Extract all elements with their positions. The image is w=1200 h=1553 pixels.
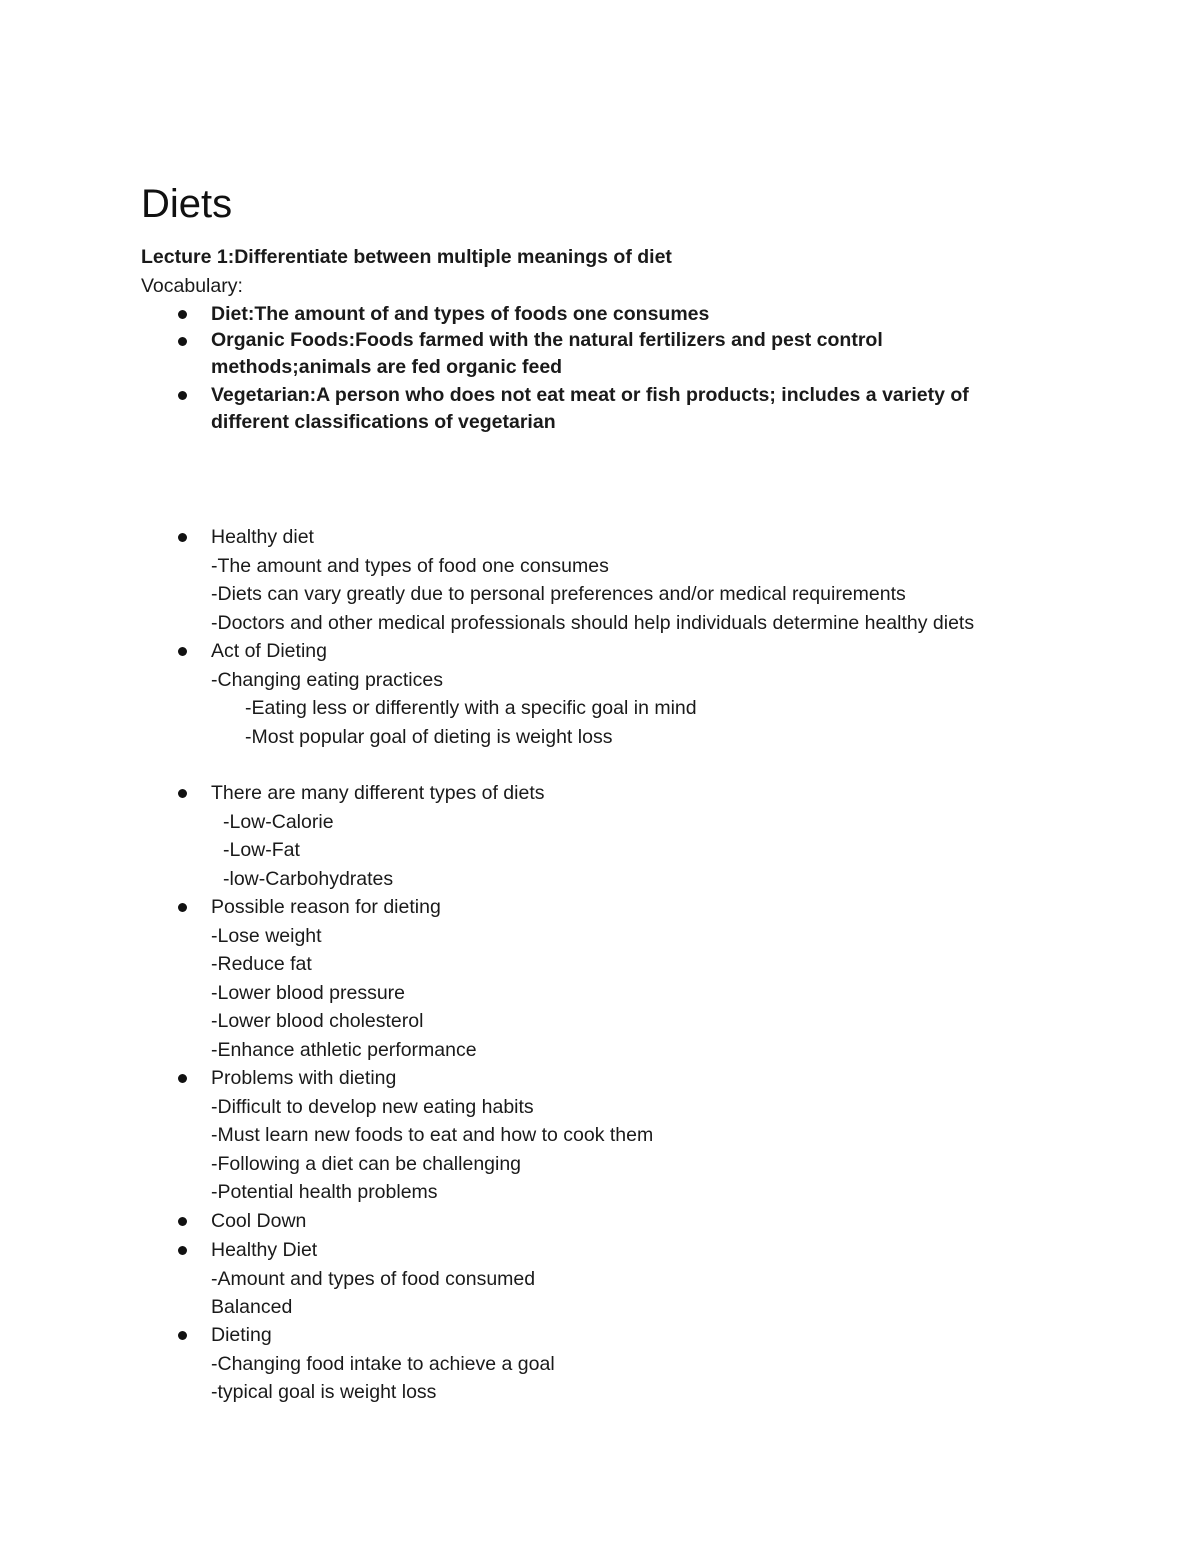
note-line: -Following a diet can be challenging xyxy=(211,1152,522,1175)
note-line: -Low-Calorie xyxy=(223,810,334,833)
vocab-line: Organic Foods:Foods farmed with the natural fertilizers and pest control xyxy=(211,329,883,351)
note-line: Balanced xyxy=(211,1296,293,1318)
note-line: -Potential health problems xyxy=(211,1181,438,1203)
bullet-icon xyxy=(178,1246,187,1255)
note-line: -Lower blood pressure xyxy=(211,981,406,1004)
note-line: -typical goal is weight loss xyxy=(211,1381,437,1403)
note-line: -Low-Fat xyxy=(223,839,300,861)
note-heading: Healthy Diet xyxy=(211,1239,318,1261)
note-line: -Must learn new foods to eat and how to cook them xyxy=(211,1124,654,1146)
note-line: -Amount and types of food consumed xyxy=(211,1267,536,1290)
note-line: -Lose weight xyxy=(211,924,322,947)
page-title: Diets xyxy=(141,182,233,226)
note-line: -Enhance athletic performance xyxy=(211,1038,477,1061)
note-line: -Difficult to develop new eating habits xyxy=(211,1095,534,1118)
vocab-line: different classifications of vegetarian xyxy=(211,411,556,433)
note-subline: -Most popular goal of dieting is weight loss xyxy=(245,725,613,748)
bullet-icon xyxy=(178,903,187,912)
bullet-icon xyxy=(178,310,187,319)
lecture-heading: Lecture 1:Differentiate between multiple meanings of diet xyxy=(141,246,672,268)
vocab-line: Diet:The amount of and types of foods one consumes xyxy=(211,303,710,325)
note-heading: Act of Dieting xyxy=(211,640,327,662)
bullet-icon xyxy=(178,1331,187,1340)
note-subline: -Eating less or differently with a specific goal in mind xyxy=(245,697,697,719)
vocab-line: methods;animals are fed organic feed xyxy=(211,356,563,378)
bullet-icon xyxy=(178,1217,187,1226)
note-line: -Reduce fat xyxy=(211,953,312,975)
note-heading: Dieting xyxy=(211,1324,272,1346)
vocabulary-label: Vocabulary: xyxy=(141,275,243,297)
note-heading: There are many different types of diets xyxy=(211,782,545,804)
bullet-icon xyxy=(178,391,187,400)
note-line: -Changing food intake to achieve a goal xyxy=(211,1352,555,1375)
note-line: -The amount and types of food one consumes xyxy=(211,554,609,577)
note-line: -Changing eating practices xyxy=(211,668,443,691)
vocab-line: Vegetarian:A person who does not eat meat or fish products; includes a variety of xyxy=(211,384,969,406)
bullet-icon xyxy=(178,533,187,542)
bullet-icon xyxy=(178,647,187,656)
note-line: -low-Carbohydrates xyxy=(223,867,394,890)
note-line: -Lower blood cholesterol xyxy=(211,1010,424,1032)
note-heading: Cool Down xyxy=(211,1210,307,1232)
bullet-icon xyxy=(178,337,187,346)
note-line: -Diets can vary greatly due to personal preferences and/or medical requirements xyxy=(211,583,906,605)
note-heading: Healthy diet xyxy=(211,526,314,548)
bullet-icon xyxy=(178,789,187,798)
bullet-icon xyxy=(178,1074,187,1083)
note-heading: Possible reason for dieting xyxy=(211,896,441,918)
note-line: -Doctors and other medical professionals should help individuals determine healthy diets xyxy=(211,611,975,634)
note-heading: Problems with dieting xyxy=(211,1067,397,1089)
